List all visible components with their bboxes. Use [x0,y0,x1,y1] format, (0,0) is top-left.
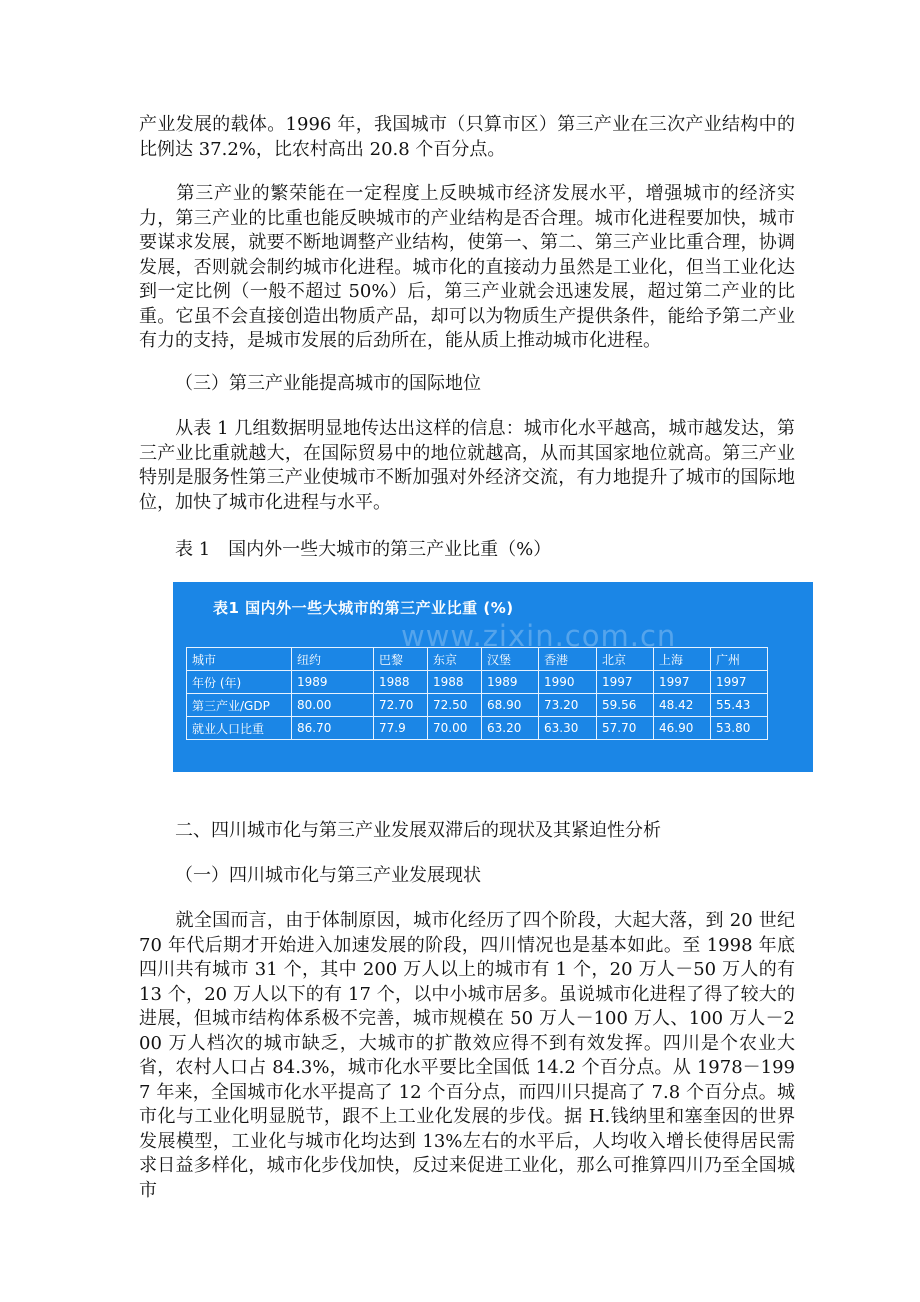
table-cell: 上海 [654,648,711,671]
section-heading-3: （三）第三产业能提高城市的国际地位 [175,373,481,394]
table-row [187,648,768,671]
paragraph-2: 第三产业的繁荣能在一定程度上反映城市经济发展水平，增强城市的经济实力，第三产业的比重也能反映城市的产业结构是否合理。城市化进程要加快，城市要谋求发展，就要不断地调整产业结构，使第一、第二、第三产业比重合理，协调发展，否则就会制约城市化进程。城市化的直接动力虽然是工业化，但当工业化达到一定比例（一般不超过 50%）后，第三产业就会迅速发展，超过第二产业的比重。它虽不会直接创造出物质产品，却可以为物质生产提供条件，能给予第二产业有力的支持，是城市发展的后劲所在，能从质上推动城市化进程。 [139,183,795,351]
table-row [187,694,768,717]
table-cell: 1997 [711,671,768,694]
table-caption: 表 1 国内外一些大城市的第三产业比重（%） [175,539,552,560]
table-cell: 1997 [597,671,654,694]
table-cell: 46.90 [654,717,711,740]
table-cell: 57.70 [597,717,654,740]
subsection-heading-1: （一）四川城市化与第三产业发展现状 [175,865,481,886]
table-cell: 广州 [711,648,768,671]
table-cell: 68.90 [482,694,539,717]
table-cell: 63.20 [482,717,539,740]
table-cell: 巴黎 [374,648,428,671]
table-cell: 72.50 [428,694,482,717]
city-tertiary-table [186,647,768,740]
table-cell: 80.00 [292,694,374,717]
table-cell: 1997 [654,671,711,694]
table-cell: 香港 [539,648,597,671]
table-cell: 53.80 [711,717,768,740]
table-cell: 72.70 [374,694,428,717]
paragraph-1: 产业发展的载体。1996 年，我国城市（只算市区）第三产业在三次产业结构中的比例达 37.2%，比农村高出 20.8 个百分点。 [139,114,795,160]
table-cell: 48.42 [654,694,711,717]
table-cell: 1989 [292,671,374,694]
paragraph-3: 从表 1 几组数据明显地传达出这样的信息：城市化水平越高，城市越发达，第三产业比重就越大，在国际贸易中的地位就越高，从而其国家地位就高。第三产业特别是服务性第三产业使城市不断加强对外经济交流，有力地提升了城市的国际地位，加快了城市化进程与水平。 [139,418,795,513]
table-cell: 55.43 [711,694,768,717]
table-cell: 1989 [482,671,539,694]
table-cell: 73.20 [539,694,597,717]
table-cell: 1988 [428,671,482,694]
watermark: www.zixin.com.cn [401,619,677,653]
section-heading-2: 二、四川城市化与第三产业发展双滞后的现状及其紧迫性分析 [175,820,661,841]
table-row-label: 城市 [187,648,292,671]
table-cell: 1990 [539,671,597,694]
table-cell: 北京 [597,648,654,671]
table-cell: 77.9 [374,717,428,740]
table-cell: 70.00 [428,717,482,740]
table-cell: 东京 [428,648,482,671]
table-cell: 汉堡 [482,648,539,671]
table-cell: 1988 [374,671,428,694]
paragraph-4: 就全国而言，由于体制原因，城市化经历了四个阶段，大起大落，到 20 世纪 70 年代后期才开始进入加速发展的阶段，四川情况也是基本如此。至 1998 年底四川共有城市 31 个，其中 200 万人以上的城市有 1 个，20 万人－50 万人的有 13 个，20 万人以下的有 17 个，以中小城市居多。虽说城市化进程了得了较大的进展，但城市结构体系极不完善，城市规模在 50 万人－100 万人、100 万人－200 万人档次的城市缺乏，大城市的扩散效应得不到有效发挥。四川是个农业大省，农村人口占 84.3%，城市化水平要比全国低 14.2 个百分点。从 1978－1997 年来，全国城市化水平提高了 12 个百分点，而四川只提高了 7.8 个百分点。城市化与工业化明显脱节，跟不上工业化发展的步伐。据 H.钱纳里和塞奎因的世界发展模型，工业化与城市化均达到 13%左右的水平后，人均收入增长使得居民需求日益多样化，城市化步伐加快，反过来促进工业化，那么可推算四川乃至全国城市 [139,910,795,1201]
table-row-label: 年份 (年) [187,671,292,694]
table-cell: 86.70 [292,717,374,740]
table-row [187,717,768,740]
table-cell: 纽约 [292,648,374,671]
table-cell: 59.56 [597,694,654,717]
table-image [173,582,813,772]
table-cell: 63.30 [539,717,597,740]
table-row [187,671,768,694]
table-image-title: 表1 国内外一些大城市的第三产业比重 (%) [213,599,514,617]
table-row-label: 就业人口比重 [187,717,292,740]
table-row-label: 第三产业/GDP [187,694,292,717]
